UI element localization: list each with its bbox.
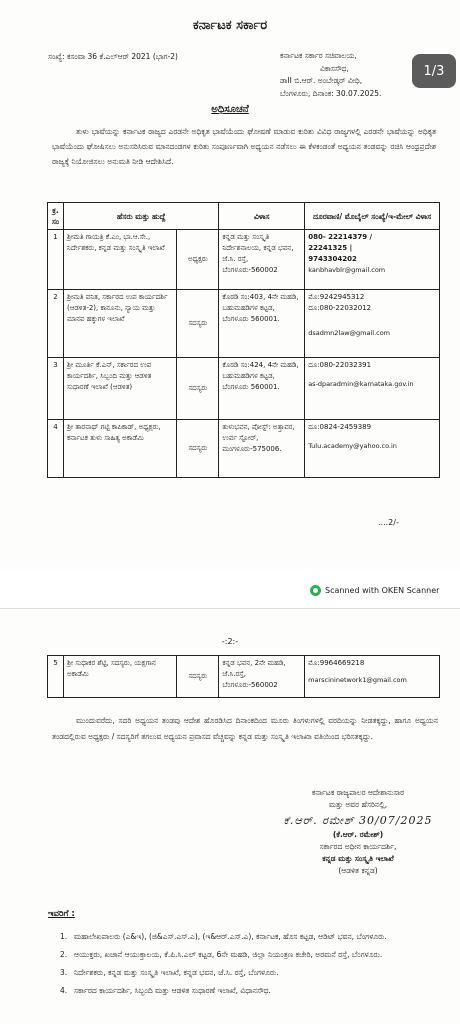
list-item: [60, 967, 440, 979]
sig-authority-line: ಮತ್ತು ಅವರ ಹೆಸರಿನಲ್ಲಿ,: [328, 800, 388, 809]
copy-to-heading: ಇವರಿಗೆ :: [48, 909, 75, 919]
list-item-number: 1.: [60, 932, 68, 941]
row-serial-no: 3: [48, 358, 64, 420]
page-indicator-badge: 1/3: [412, 54, 456, 88]
header-name-designation: ಹೆಸರು ಮತ್ತು ಹುದ್ದೆ: [63, 203, 218, 230]
table-row: [48, 420, 440, 478]
contact-phone: ದೂ:080-22032391: [308, 361, 372, 369]
row-address: ಕನ್ನಡ ಭವನ, 2ನೇ ಮಹಡಿ, ಜೆ.ಸಿ.ರಸ್ತೆ, ಬೆಂಗಳೂರು-560002: [219, 656, 305, 698]
signer-designation: ಸರ್ಕಾರದ ಅಧೀನ ಕಾರ್ಯದರ್ಶಿ,: [319, 842, 397, 851]
table-row: [48, 656, 440, 698]
table-header-row: [48, 203, 440, 230]
signer-name: (ಕೆ.ಆರ್. ರಮೇಶ್): [332, 830, 384, 839]
contact-email: kanbhavblr@gmail.com: [308, 266, 386, 274]
row-contact: [305, 420, 440, 478]
contact-phone: ದೂ:0824-2459389: [308, 423, 372, 431]
list-item: [60, 985, 440, 997]
contact-phone: ದೂ:080-22032012: [308, 304, 372, 312]
row-serial-no: 1: [48, 230, 64, 290]
document-title: ಕರ್ನಾಟಕ ಸರ್ಕಾರ: [192, 18, 268, 33]
list-item-number: 3.: [60, 968, 68, 977]
row-serial-no: 4: [48, 420, 64, 478]
reference-number: ಸಂಖ್ಯೆ: ಕಸಂವಾ 36 ಕೆ.ಎಲ್‌ಆರ್ 2021 (ಭಾಗ-2): [48, 52, 178, 61]
row-role: ಅಧ್ಯಕ್ಷರು: [177, 230, 219, 290]
document-page-2: [0, 608, 460, 1024]
row-address: ಕನ್ನಡ ಮತ್ತು ಸಂಸ್ಕೃತಿ ನಿರ್ದೇಶನಾಲಯ, ಕನ್ನಡ ಭವನ, ಜೆ.ಸಿ. ರಸ್ತೆ, ಬೆಂಗಳೂರು-560002: [219, 230, 305, 290]
row-role: ಸದಸ್ಯರು: [177, 420, 219, 478]
notification-heading: ಅಧಿಸೂಚನೆ: [211, 104, 249, 115]
signer-department: ಕನ್ನಡ ಮತ್ತು ಸಂಸ್ಕೃತಿ ಇಲಾಖೆ: [322, 854, 394, 863]
list-item-text: ನಿರ್ದೇಶಕರು, ಕನ್ನಡ ಮತ್ತು ಸಂಸ್ಕೃತಿ ಇಲಾಖೆ, ಕನ್ನಡ ಭವನ, ಜೆ.ಸಿ. ರಸ್ತೆ, ಬೆಂಗಳೂರು.: [74, 968, 279, 977]
table-row: [48, 358, 440, 420]
signature-block: [268, 787, 448, 877]
page-continuation: ....2/-: [378, 518, 399, 527]
row-address: ತುಳುಭವನ, ಪೋಸ್ಟ್: ಅತ್ತಾವರ, ಉರ್ವ ಸ್ಟೋರ್, ಮಂಗಳೂರು-575006.: [219, 420, 305, 478]
contact-email: as-dparadmin@karnataka.gov.in: [308, 380, 414, 388]
signer-section: (ಆಡಳಿತ ಕನ್ನಡ): [338, 866, 378, 875]
study-instruction-paragraph: ಮುಂದುವರೆದು, ಸದರಿ ಅಧ್ಯಯನ ತಂಡವು ಆದೇಶ ಹೊರಡಿಸಿದ ದಿನಾಂಕದಿಂದ ಮೂರು ತಿಂಗಳುಗಳಲ್ಲಿ ವರದಿಯನ್ನು ನೀಡತಕ್ಕದ್ದು, ಹಾಗೂ ಅಧ್ಯಯನ ತಂಡದಲ್ಲಿರುವ ಅಧ್ಯಕ್ಷರು / ಸದಸ್ಯರಿಗೆ ತಗಲುವ ಅಧ್ಯಯನ ಪ್ರವಾಸದ ವೆಚ್ಚವನ್ನು ಕನ್ನಡ ಮತ್ತು ಸಂಸ್ಕೃತಿ ಇಲಾಖಾ ವತಿಯಿಂದ ಭರಿಸತಕ್ಕದ್ದು.: [52, 716, 438, 741]
office-line: ಡಾII ಬಿ.ಆರ್. ಅಂಬೇಡ್ಕರ್ ವೀಧಿ,: [280, 76, 363, 85]
row-contact: [305, 290, 440, 358]
contact-email: Tulu.academy@yahoo.co.in: [308, 442, 397, 450]
contact-phone: 22241325 |: [308, 244, 353, 252]
row-role: ಸದಸ್ಯರು: [177, 358, 219, 420]
list-item-number: 4.: [60, 986, 68, 995]
office-line: ವಿಕಾಸಸೌಧ,: [320, 63, 349, 73]
row-contact: [305, 358, 440, 420]
list-item: [60, 931, 440, 943]
row-name: ಶ್ರೀ ತಾರನಾಥ್ ಗಟ್ಟಿ ಕಾಪಿಕಾಡ್, ಅಧ್ಯಕ್ಷರು, ಕರ್ನಾಟಕ ತುಳು ಸಾಹಿತ್ಯ ಅಕಾಡೆಮಿ: [63, 420, 176, 478]
list-item-text: ಸರ್ಕಾರದ ಕಾರ್ಯದರ್ಶಿ, ಸಿಬ್ಬಂದಿ ಮತ್ತು ಆಡಳಿತ ಸುಧಾರಣೆ ಇಲಾಖೆ, ವಿಧಾನಸೌಧ.: [74, 986, 271, 995]
scanner-watermark: [310, 585, 439, 596]
members-table: [47, 202, 440, 478]
copy-to-list: [60, 931, 440, 1003]
contact-phone: 080- 22214379 /: [308, 233, 373, 241]
row-role: ಸದಸ್ಯರು: [177, 290, 219, 358]
header-contact: ದೂರವಾಣಿ/ ಮೊಬೈಲ್ ಸಂಖ್ಯೆ/ಇ-ಮೇಲ್ ವಿಳಾಸ: [305, 203, 440, 230]
page-gap: [0, 570, 460, 608]
header-address: ವಿಳಾಸ: [219, 203, 305, 230]
row-contact: [305, 656, 440, 698]
scanner-logo-icon: [310, 585, 321, 596]
contact-email: dsadmn2law@gmail.com: [308, 329, 391, 337]
list-item-text: ಮಹಾಲೇಖಪಾಲರು (ಎ&ಇ), (ಜಿ&ಎಸ್.ಎಸ್.ಎ), (ಇ&ಆರ್.ಎಸ್.ಎ), ಕರ್ನಾಟಕ, ಹೊಸ ಕಟ್ಟಡ, ಆಡಿಟ್ ಭವನ, ಬೆಂಗಳೂರು.: [74, 932, 387, 941]
row-name: ಶ್ರೀ ಸುಧಾಕರ ಶೆಟ್ಟಿ, ಸದಸ್ಯರು, ಯಕ್ಷಗಾನ ಅಕಾಡೆಮಿ: [63, 656, 176, 698]
scanner-text: Scanned with OKEN Scanner: [325, 586, 440, 595]
page-number-mark: -:2:-: [221, 637, 239, 646]
row-address: ಕೊಠಡಿ ಸಂ:403, 4ನೇ ಮಹಡಿ, ಬಹುಮಹಡಿಗಳ ಕಟ್ಟಡ, ಬೆಂಗಳೂರು 560001.: [219, 290, 305, 358]
row-serial-no: 5: [48, 656, 64, 698]
office-address: [280, 50, 430, 100]
table-row: [48, 290, 440, 358]
list-item-number: 2.: [60, 950, 68, 959]
row-contact: [305, 230, 440, 290]
row-address: ಕೊಠಡಿ ಸಂ:424, 4ನೇ ಮಹಡಿ, ಬಹುಮಹಡಿಗಳ ಕಟ್ಟಡ, ಬೆಂಗಳೂರು 560001.: [219, 358, 305, 420]
table-row: [48, 230, 440, 290]
list-item-text: ಆಯುಕ್ತರು, ಖಜಾನೆ ಆಯುಕ್ತಾಲಯ, ಕೆ.ಪಿ.ಸಿ.ಎಲ್ ಕಟ್ಟಡ, 6ನೇ ಮಹಡಿ, ಜಿಲ್ಲಾ ನಿಯಂತ್ರಣ ಕಚೇರಿ, ಅರಮನೆ ರಸ್ತೆ, ಬೆಂಗಳೂರು.: [74, 950, 383, 959]
contact-mobile: 9743304202: [308, 255, 357, 263]
row-name: ಶ್ರೀಮತಿ ವನಿತ, ಸರ್ಕಾರದ ಉಪ ಕಾರ್ಯದರ್ಶಿ (ಆಡಳಿತ-2), ಕಾನೂನು, ನ್ಯಾಯ ಮತ್ತು ಮಾನವ ಹಕ್ಕುಗಳ ಇಲಾಖೆ: [63, 290, 176, 358]
notification-body: ತುಳು ಭಾಷೆಯನ್ನು ಕರ್ನಾಟಕ ರಾಜ್ಯದ ಎರಡನೇ ಅಧಿಕೃತ ಭಾಷೆಯೆಂದು ಘೋಷಣೆ ಮಾಡುವ ಕುರಿತು ವಿವಿಧ ರಾಜ್ಯಗಳಲ್ಲಿ ಎರಡನೇ ಭಾಷೆಯನ್ನು ಅಧಿಕೃತ ಭಾಷೆಯೆಂದು ಘೋಷಿಸಲು ಅನುಸರಿಸಿರುವ ಮಾನದಂಡಗಳ ಕುರಿತು ಸಂಪೂರ್ಣವಾಗಿ ಅಧ್ಯಯನ ನಡೆಸಲು ಈ ಕೆಳಕಂಡಂತೆ ಅಧ್ಯಯನ ತಂಡವನ್ನು ರಚಿಸಿ ಆಂಧ್ರಪ್ರದೇಶ ರಾಜ್ಯಕ್ಕೆ ನಿಯೋಜಿಸಲು ಅನುಮತಿ ನೀಡಿ ಆದೇಶಿಸಿದೆ.: [52, 127, 436, 166]
contact-mobile: ಮೊ:9242945312: [308, 293, 365, 301]
row-name: ಶ್ರೀ ಮೂರ್ತಿ ಕೆ.ಎನ್, ಸರ್ಕಾರದ ಉಪ ಕಾರ್ಯದರ್ಶಿ, ಸಿಬ್ಬಂದಿ ಮತ್ತು ಆಡಳಿತ ಸುಧಾರಣೆ ಇಲಾಖೆ (ಆಡಳಿತ): [63, 358, 176, 420]
row-role: ಸದಸ್ಯರು: [177, 656, 219, 698]
row-name: ಶ್ರೀಮತಿ ಗಾಯತ್ರಿ ಕೆ.ಎಂ, ಭಾ.ಆ.ಸೇ., ನಿರ್ದೇಶಕರು, ಕನ್ನಡ ಮತ್ತು ಸಂಸ್ಕೃತಿ ಇಲಾಖೆ: [63, 230, 176, 290]
list-item: [60, 949, 440, 961]
office-line: ಕರ್ನಾಟಕ ಸರ್ಕಾರ ಸಚಿವಾಲಯ,: [280, 51, 357, 60]
row-serial-no: 2: [48, 290, 64, 358]
office-date: ಬೆಂಗಳೂರು, ದಿನಾಂಕ: 30.07.2025.: [280, 88, 382, 98]
handwritten-signature: ಕೆ.ಆರ್. ರಮೇಶ್ 30/07/2025: [283, 814, 433, 827]
sig-authority-line: ಕರ್ನಾಟಕ ರಾಜ್ಯಪಾಲರ ಆದೇಶಾನುಸಾರ: [311, 788, 405, 797]
members-table-continued: [47, 655, 440, 698]
contact-email: marscininetwork1@gmail.com: [308, 676, 407, 684]
contact-mobile: ಮೊ:9964669218: [308, 659, 365, 667]
header-serial-no: ಕ್ರ. ಸಂ: [48, 203, 64, 230]
